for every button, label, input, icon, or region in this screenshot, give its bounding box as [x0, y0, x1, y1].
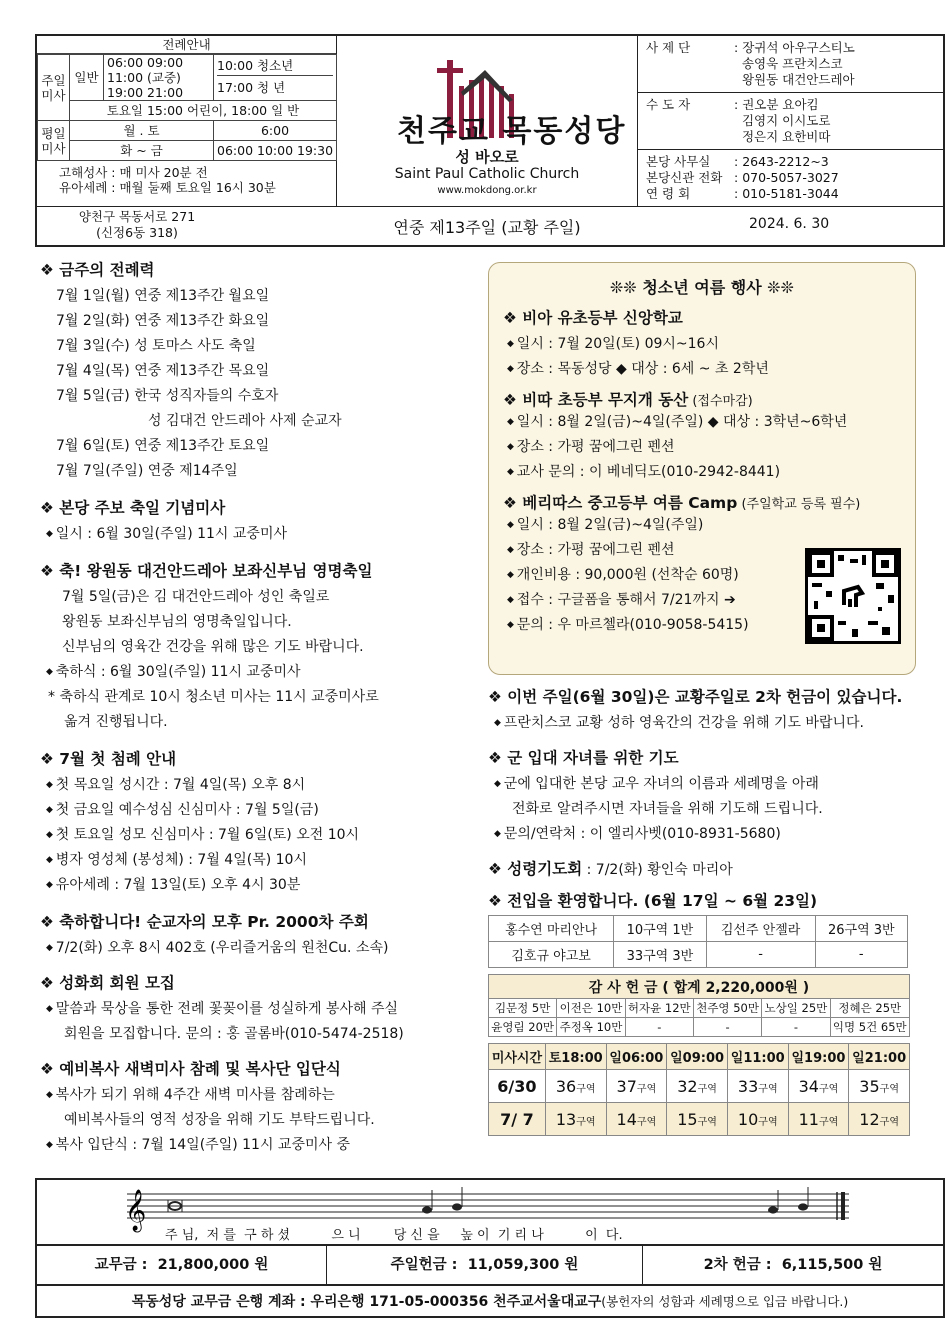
name-day-text: 왕원동 보좌신부님의 영명축일입니다.	[62, 614, 292, 630]
pope-sunday-title: ❖ 이번 주일(6월 30일)은 교황주일로 2차 헌금이 있습니다.	[488, 685, 916, 707]
priest-2: 송영욱 프란치스코	[741, 56, 843, 71]
zone-number: 34	[798, 1076, 819, 1096]
bank-account-note: (봉헌자의 성함과 세례명으로 입금 바랍니다.)	[601, 1294, 849, 1309]
patron-saint: 성 바오로	[455, 148, 519, 166]
office-label: 본당 사무실	[646, 154, 711, 169]
priest-1: 장귀석 아우구스티노	[742, 40, 855, 55]
confession-info: 고해성사 : 매 미사 20분 전	[59, 165, 208, 180]
table-cell: 천주영 50만	[693, 999, 761, 1018]
bulletin-date: 2024. 6. 30	[749, 216, 830, 232]
altar-server-line: 예비복사들의 영적 성장을 위해 기도 부탁드립니다.	[64, 1112, 375, 1128]
table-cell: 노상일 25만	[762, 999, 830, 1018]
music-staff-box	[35, 1178, 945, 1246]
calendar-item: 7월 3일(수) 성 토마스 사도 축일	[56, 338, 256, 354]
priest-3: 왕원동 대건안드레아	[741, 72, 855, 87]
zone-suffix: 구역	[697, 1083, 717, 1095]
spirit-prayer-title: ❖ 성령기도회	[488, 860, 582, 878]
hall-phone: 070-5057-3027	[742, 170, 839, 185]
vita-camp-note: (접수마감)	[692, 394, 753, 409]
veritas-camp-line: ◆ 문의 : 우 마르첼라(010-9058-5415)	[503, 613, 901, 638]
first-week-item: ◆ 병자 영성체 (봉성체) : 7월 4일(목) 10시	[40, 848, 470, 873]
first-week-item: ◆ 첫 토요일 성모 신심미사 : 7월 6일(토) 오전 10시	[40, 823, 470, 848]
church-name: 천주교 목동성당	[397, 114, 627, 149]
table-cell: 홍수연 마리안나	[489, 916, 614, 942]
sunday-times-3: 19:00 21:00	[107, 85, 184, 100]
vita-camp-line: ◆ 장소 : 가평 꿈에그린 펜션	[503, 435, 901, 460]
table-cell: -	[815, 942, 907, 968]
zone-number: 36	[555, 1076, 577, 1096]
tue-fri-label: 화 ~ 금	[70, 141, 214, 161]
zone-suffix: 구역	[636, 1116, 657, 1128]
church-website: www.mokdong.or.kr	[437, 185, 537, 196]
mass-schedule-title: 전례안내	[37, 36, 336, 54]
office-phone: 2643-2212~3	[742, 154, 829, 169]
sister-2: 김영지 이시도로	[741, 113, 831, 128]
name-day-celebration: ◆ 축하식 : 6월 30일(주일) 11시 교중미사	[40, 660, 470, 685]
vita-camp-line: ◆ 교사 문의 : 이 베네딕도(010-2942-8441)	[503, 460, 901, 485]
zone-suffix: 구역	[758, 1083, 778, 1095]
feast-mass-section	[40, 496, 470, 547]
calendar-item: 성 김대건 안드레아 사제 순교자	[148, 413, 342, 429]
mass-schedule-box	[37, 36, 337, 206]
weekday-label-2: 미사	[41, 140, 66, 156]
sunday-times-2: 11:00 (교중)	[107, 70, 181, 85]
hall-label: 본당신관 전화	[646, 170, 723, 185]
veritas-camp-line: ◆ 개인비용 : 90,000원 (선착순 60명)	[503, 563, 901, 588]
name-day-note: * 축하식 관계로 10시 청소년 미사는 11시 교중미사로	[48, 689, 379, 705]
via-camp-title: ❖ 비아 유초등부 신앙학교	[503, 306, 901, 328]
zone-number: 15	[677, 1109, 698, 1129]
first-week-item: ◆ 첫 금요일 예수성심 신심미사 : 7월 5일(금)	[40, 798, 470, 823]
zone-suffix: 구역	[879, 1083, 899, 1095]
bank-account-text: 목동성당 교무금 은행 계좌 : 우리은행 171-05-000356 천주교서울대교구	[131, 1294, 602, 1310]
military-prayer-line: ◆ 군에 입대한 본당 교우 자녀의 이름과 세례명을 아래	[488, 772, 916, 797]
calendar-title: ❖ 금주의 전례력	[40, 258, 470, 280]
first-week-section	[40, 747, 470, 898]
mon-sat-time: 6:00	[214, 121, 337, 141]
zone-number: 14	[616, 1109, 637, 1129]
congrats-line: ◆ 7/2(화) 오후 8시 402호 (우리즐거움의 원천Cu. 소속)	[40, 936, 470, 961]
table-cell: -	[625, 1018, 693, 1037]
flower-ministry-line: 회원을 모집합니다. 문의 : 홍 골롬바(010-5474-2518)	[64, 1026, 404, 1042]
sunday-title: 연중 제13주일 (교황 주일)	[393, 218, 581, 237]
church-dues-value: 21,800,000 원	[157, 1257, 269, 1273]
zone-number: 33	[737, 1076, 759, 1096]
name-day-note: 옮겨 진행됩니다.	[64, 714, 168, 730]
sisters-label: 수 도 자	[646, 97, 691, 112]
table-cell: -	[706, 942, 815, 968]
table-header: 토18:00	[545, 1044, 606, 1070]
table-row-date: 7/ 7	[489, 1103, 546, 1136]
table-cell: 익명 5건 65만	[830, 1018, 909, 1037]
infant-baptism-info: 유아세례 : 매월 둘째 토요일 16시 30분	[59, 180, 276, 195]
via-camp-line: ◆ 장소 : 목동성당 ◆ 대상 : 6세 ~ 초 2학년	[503, 357, 901, 382]
young-adult-mass-time: 17:00 청 년	[217, 80, 286, 95]
liturgical-calendar	[40, 258, 470, 484]
zone-number: 12	[859, 1109, 880, 1129]
calendar-item: 7월 5일(금) 한국 성직자들의 수호자	[56, 388, 279, 404]
first-week-item: ◆ 유아세례 : 7월 13일(토) 오후 4시 30분	[40, 873, 470, 898]
sunday-label-2: 미사	[41, 87, 66, 103]
flower-ministry-section	[40, 971, 470, 1047]
address-line-1: 양천구 목동서로 271	[78, 209, 196, 224]
calendar-item: 7월 7일(주일) 연중 제14주일	[56, 463, 238, 479]
youth-summer-events-box	[488, 262, 916, 675]
zone-number: 13	[555, 1109, 577, 1129]
veritas-camp-note: (주일학교 등록 필수)	[741, 497, 861, 512]
table-cell: -	[762, 1018, 830, 1037]
calendar-item: 7월 2일(화) 연중 제13주간 화요일	[56, 313, 270, 329]
registration-qr-code[interactable]	[805, 548, 901, 644]
veritas-camp-line: ◆ 일시 : 8월 2일(금)~4일(주일)	[503, 513, 901, 538]
header-info-row	[37, 206, 943, 245]
table-header: 미사시간	[489, 1044, 546, 1070]
zone-suffix: 구역	[758, 1116, 778, 1128]
table-cell: 10구역 1반	[614, 916, 706, 942]
table-cell: 김호규 야고보	[489, 942, 614, 968]
table-header: 일21:00	[849, 1044, 910, 1070]
mass-assignment-table	[488, 1043, 910, 1136]
church-english-name: Saint Paul Catholic Church	[394, 166, 580, 182]
welcome-table	[488, 915, 908, 968]
zone-number: 11	[798, 1109, 819, 1129]
qr-code-icon	[808, 551, 898, 641]
second-collection-value: 6,115,500 원	[781, 1257, 883, 1273]
table-cell: 이전은 10만	[557, 999, 625, 1018]
table-cell: 김선주 안젤라	[706, 916, 815, 942]
bank-account-row	[35, 1284, 945, 1318]
table-cell: 33구역 3반	[614, 942, 706, 968]
table-row-date: 6/30	[489, 1070, 546, 1103]
table-cell: 26구역 3반	[815, 916, 907, 942]
military-prayer-title: ❖ 군 입대 자녀를 위한 기도	[488, 746, 916, 768]
name-day-title: ❖ 축! 왕원동 대건안드레아 보좌신부님 영명축일	[40, 559, 470, 581]
pope-sunday-section	[488, 685, 916, 736]
treble-clef-icon: 𝄞	[125, 1190, 147, 1231]
clergy-label: 사 제 단	[646, 40, 691, 55]
finance-row	[35, 1244, 945, 1286]
table-header: 일11:00	[727, 1044, 788, 1070]
thanks-offering-title: 감 사 헌 금 ( 합계 2,220,000원 )	[489, 975, 910, 999]
veritas-camp-title: ❖ 베리따스 중고등부 여름 Camp	[503, 494, 737, 512]
sunday-collection-value: 11,059,300 원	[467, 1257, 579, 1273]
table-header: 일19:00	[788, 1044, 849, 1070]
calendar-item: 7월 1일(월) 연중 제13주간 월요일	[56, 288, 270, 304]
table-cell: 정혜은 25만	[830, 999, 909, 1018]
weekday-label: 평일	[41, 125, 66, 141]
sister-3: 정은지 요한비따	[741, 129, 831, 144]
congrats-section	[40, 910, 470, 961]
vita-camp-line: ◆ 일시 : 8월 2일(금)~4일(주일) ◆ 대상 : 3학년~6학년	[503, 410, 901, 435]
name-day-section	[40, 559, 470, 735]
general-label: 일반	[70, 55, 104, 101]
first-week-item: ◆ 첫 목요일 성시간 : 7월 4일(목) 오후 8시	[40, 773, 470, 798]
table-cell: 허자윤 12만	[625, 999, 693, 1018]
clergy-box: 사 제 단 : 장귀석 아우구스티노 송영욱 프란치스코 왕원동 대건안드레아 수 도 자 : 권오분 요아킴 김영지 이시도로 정은지 요한비따 본당 사무실 : 2643-2212~3 본당신관 전화 : 070-5057-3027 연 령 회 : 010-5181-3044	[637, 36, 943, 206]
church-dues-label: 교무금 :	[94, 1257, 148, 1273]
youth-office-label: 연 령 회	[646, 186, 691, 201]
vita-camp-title: ❖ 비따 초등부 무지개 동산	[503, 391, 688, 409]
second-collection-label: 2차 헌금 :	[703, 1257, 772, 1273]
table-cell: 김문정 5만	[489, 999, 557, 1018]
table-cell: -	[693, 1018, 761, 1037]
name-day-text: 7월 5일(금)은 김 대건안드레아 성인 축일로	[62, 589, 330, 605]
veritas-camp-line: ◆ 장소 : 가평 꿈에그린 펜션	[503, 538, 901, 563]
military-prayer-section	[488, 746, 916, 847]
youth-mass-time: 10:00 청소년	[217, 56, 333, 76]
zone-suffix: 구역	[576, 1083, 596, 1095]
welcome-section	[488, 889, 916, 968]
congrats-title: ❖ 축하합니다! 순교자의 모후 Pr. 2000차 주회	[40, 910, 470, 932]
spirit-prayer-section	[488, 857, 916, 879]
flower-ministry-line: ◆ 말씀과 묵상을 통한 전례 꽃꽂이를 성실하게 봉사해 주실	[40, 997, 470, 1022]
military-prayer-line: 전화로 알려주시면 자녀들을 위해 기도해 드립니다.	[512, 801, 823, 817]
address-line-2: (신정6동 318)	[96, 225, 178, 240]
sunday-label: 주일	[41, 72, 66, 88]
zone-number: 32	[677, 1076, 698, 1096]
altar-server-line: ◆ 복사 입단식 : 7월 14일(주일) 11시 교중미사 중	[40, 1133, 470, 1158]
sunday-collection-label: 주일헌금 :	[390, 1257, 458, 1273]
via-camp-line: ◆ 일시 : 7월 20일(토) 09시~16시	[503, 332, 901, 357]
name-day-text: 신부님의 영육간 건강을 위해 많은 기도 바랍니다.	[62, 639, 364, 655]
zone-suffix: 구역	[697, 1116, 717, 1128]
calendar-item: 7월 4일(목) 연중 제13주간 목요일	[56, 363, 270, 379]
thanks-offering-table	[488, 974, 910, 1037]
table-cell: 윤영림 20만	[489, 1018, 557, 1037]
feast-mass-title: ❖ 본당 주보 축일 기념미사	[40, 496, 470, 518]
spirit-prayer-text: : 7/2(화) 황인숙 마리아	[582, 862, 733, 878]
youth-events-title: ❊❊ 청소년 여름 행사 ❊❊	[609, 278, 795, 297]
youth-office-phone: 010-5181-3044	[742, 186, 839, 201]
zone-suffix: 구역	[879, 1116, 899, 1128]
zone-suffix: 구역	[636, 1083, 657, 1095]
table-header: 일06:00	[606, 1044, 667, 1070]
right-column	[488, 262, 916, 1136]
calendar-item: 7월 6일(토) 연중 제13주간 토요일	[56, 438, 270, 454]
left-column	[40, 258, 470, 1158]
military-prayer-line: ◆ 문의/연락처 : 이 엘리사벳(010-8931-5680)	[488, 822, 916, 847]
zone-number: 37	[616, 1076, 637, 1096]
hymn-lyrics: 주 님, 저 를 구 하 셨 으 니 당 신 을 높 이 기 리 나 이 다.	[165, 1228, 623, 1243]
flower-ministry-title: ❖ 성화회 회원 모집	[40, 971, 470, 993]
altar-server-title: ❖ 예비복사 새벽미사 참례 및 복사단 입단식	[40, 1057, 470, 1079]
zone-number: 10	[737, 1109, 759, 1129]
sunday-times-1: 06:00 09:00	[107, 55, 184, 70]
altar-server-section	[40, 1057, 470, 1158]
saturday-mass-line: 토요일 15:00 어린이, 18:00 일 반	[70, 101, 337, 121]
zone-suffix: 구역	[576, 1116, 596, 1128]
table-cell: 주정옥 10만	[557, 1018, 625, 1037]
altar-server-line: ◆ 복사가 되기 위해 4주간 새벽 미사를 참례하는	[40, 1083, 470, 1108]
zone-suffix: 구역	[818, 1083, 839, 1095]
first-week-title: ❖ 7월 첫 첨례 안내	[40, 747, 470, 769]
table-header: 일09:00	[667, 1044, 728, 1070]
tue-fri-times: 06:00 10:00 19:30	[214, 141, 337, 161]
bulletin-header	[35, 34, 945, 247]
feast-mass-line: ◆ 일시 : 6월 30일(주일) 11시 교중미사	[40, 522, 470, 547]
welcome-title: ❖ 전입을 환영합니다. (6월 17일 ~ 6월 23일)	[488, 889, 916, 911]
mon-sat-label: 월 . 토	[70, 121, 214, 141]
church-logo	[337, 36, 637, 206]
veritas-camp-line: ◆ 접수 : 구글폼을 통해서 7/21까지 ➔	[503, 588, 901, 613]
zone-suffix: 구역	[818, 1116, 839, 1128]
zone-number: 35	[859, 1076, 880, 1096]
pope-sunday-line: ◆ 프란치스코 교황 성하 영육간의 건강을 위해 기도 바랍니다.	[488, 711, 916, 736]
sister-1: 권오분 요아킴	[742, 97, 819, 112]
